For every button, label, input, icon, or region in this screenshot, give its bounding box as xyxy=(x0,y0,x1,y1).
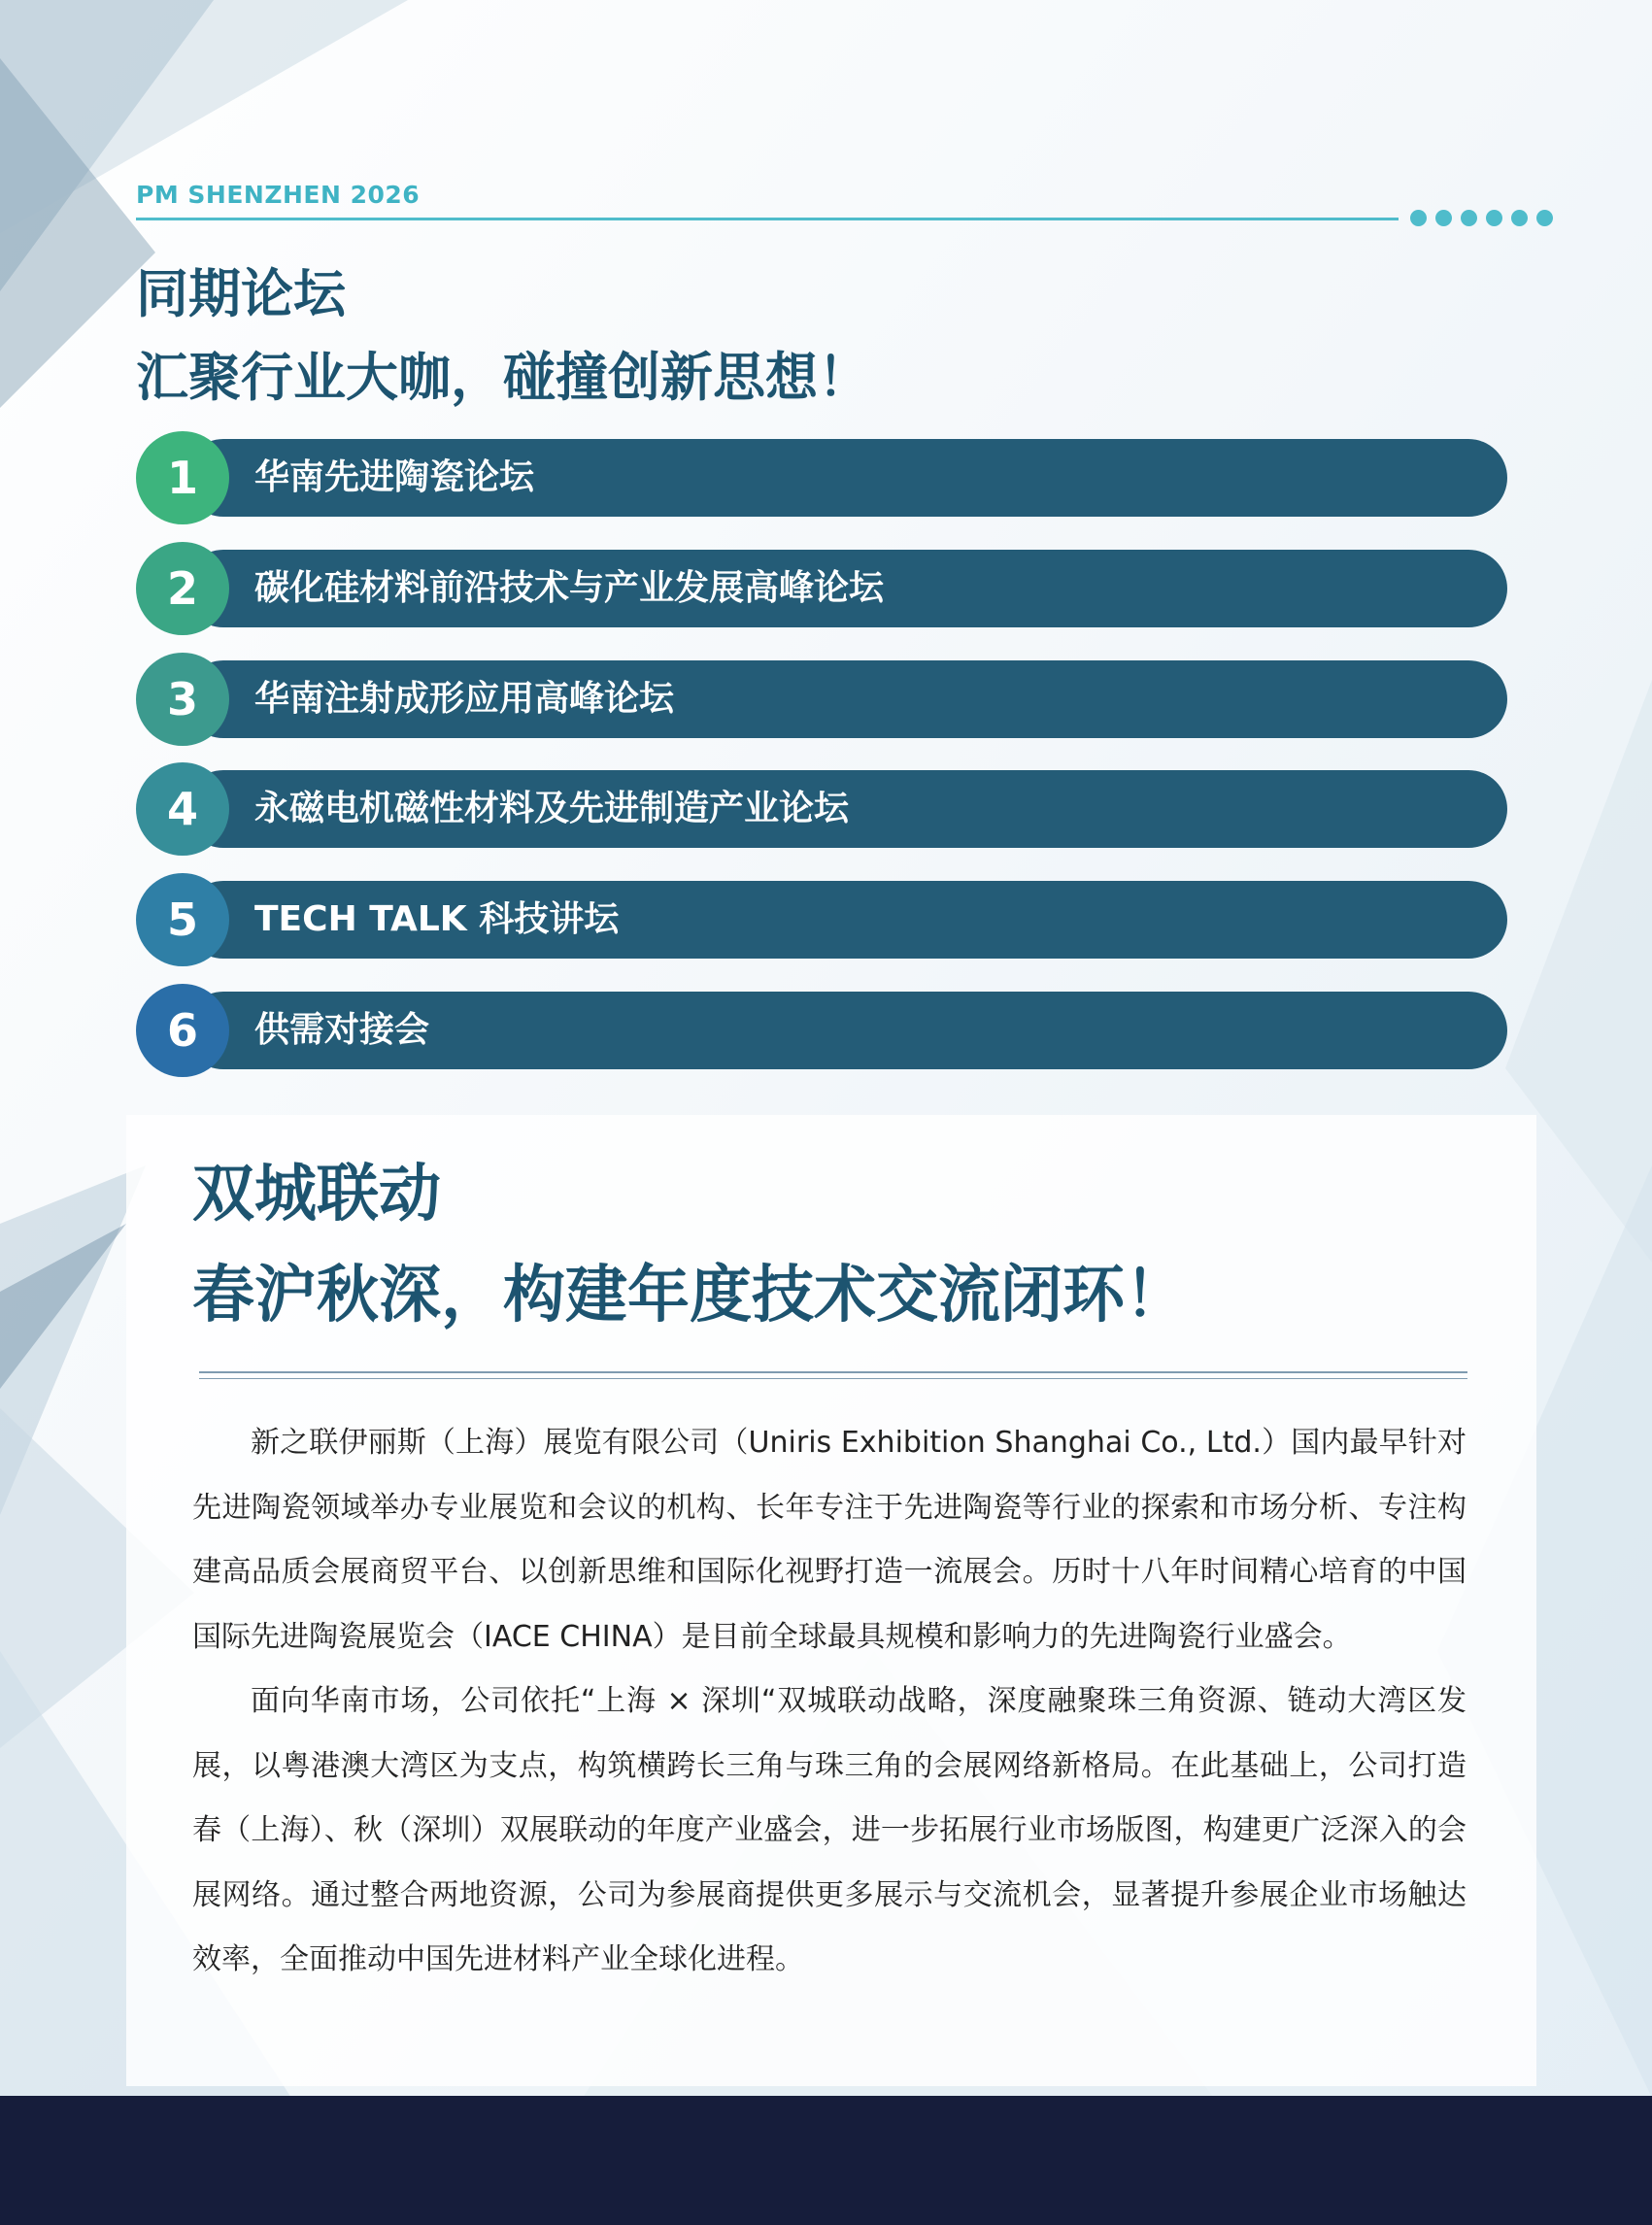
forum-item xyxy=(136,762,1507,860)
footer-band xyxy=(0,2096,1652,2225)
forum-item xyxy=(136,542,1507,639)
header-dots-decoration xyxy=(1410,210,1553,226)
section-subtitle: 汇聚行业大咖，碰撞创新思想！ xyxy=(136,347,870,408)
paragraph: 新之联伊丽斯（上海）展览有限公司（Uniris Exhibition Shanghai Co., Ltd.）国内最早针对先进陶瓷领域举办专业展览和会议的机构、长年专注于先进陶瓷等行业的探索和市场分析、专注构建高品质会展商贸平台、以创新思维和国际化视野打造一流展会。历时十八年时间精心培育的中国国际先进陶瓷展览会（IACE CHINA）是目前全球最具规模和影响力的先进陶瓷行业盛会。 xyxy=(192,1426,1467,1654)
forum-list xyxy=(136,431,1507,1095)
dot xyxy=(1410,210,1427,226)
forum-number-badge: 2 xyxy=(136,542,229,635)
dot xyxy=(1486,210,1502,226)
forum-label: 碳化硅材料前沿技术与产业发展高峰论坛 xyxy=(254,567,885,608)
forum-label: 华南先进陶瓷论坛 xyxy=(254,457,535,497)
forum-label: 永磁电机磁性材料及先进制造产业论坛 xyxy=(254,789,850,829)
company-description xyxy=(192,1411,1467,1993)
double-rule-divider xyxy=(199,1378,1467,1379)
forum-number-badge: 3 xyxy=(136,653,229,746)
panel-title: 双城联动 xyxy=(192,1159,441,1230)
forum-item xyxy=(136,431,1507,528)
section-title: 同期论坛 xyxy=(136,263,346,324)
forum-item xyxy=(136,653,1507,750)
header-label: PM SHENZHEN 2026 xyxy=(136,181,421,209)
header-divider xyxy=(136,218,1399,220)
forum-label: TECH TALK 科技讲坛 xyxy=(254,899,620,940)
forum-number-badge: 5 xyxy=(136,873,229,966)
dot xyxy=(1461,210,1477,226)
paragraph: 面向华南市场，公司依托“上海 × 深圳“双城联动战略，深度融聚珠三角资源、链动大湾区发展，以粤港澳大湾区为支点，构筑横跨长三角与珠三角的会展网络新格局。在此基础上，公司打造春（上海）、秋（深圳）双展联动的年度产业盛会，进一步拓展行业市场版图，构建更广泛深入的会展网络。通过整合两地资源，公司为参展商提供更多展示与交流机会，显著提升参展企业市场触达效率，全面推动中国先进材料产业全球化进程。 xyxy=(192,1684,1467,1976)
forum-number-badge: 4 xyxy=(136,762,229,856)
dot xyxy=(1511,210,1528,226)
forum-item xyxy=(136,873,1507,970)
forum-number-badge: 6 xyxy=(136,984,229,1077)
panel-subtitle: 春沪秋深，构建年度技术交流闭环！ xyxy=(192,1260,1187,1332)
dot xyxy=(1435,210,1452,226)
forum-label: 供需对接会 xyxy=(254,1009,430,1050)
double-rule-divider xyxy=(199,1371,1467,1373)
forum-label: 华南注射成形应用高峰论坛 xyxy=(254,678,675,719)
forum-number-badge: 1 xyxy=(136,431,229,524)
dot xyxy=(1536,210,1553,226)
forum-item xyxy=(136,984,1507,1081)
